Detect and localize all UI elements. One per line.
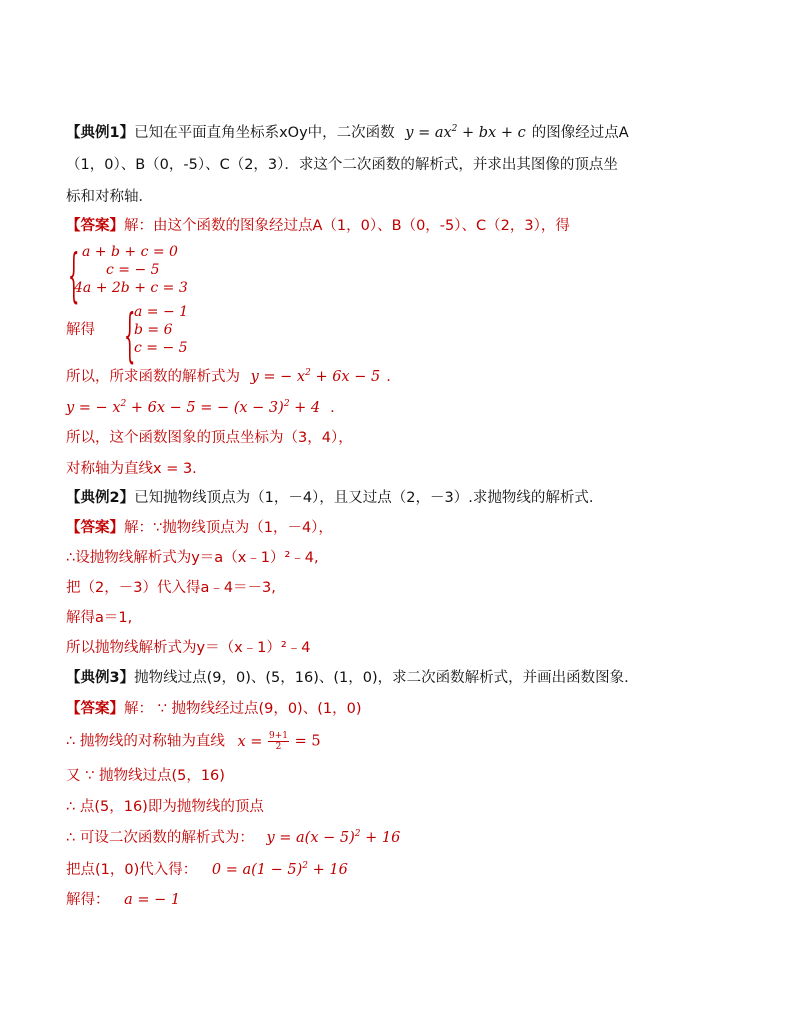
ex2-answer-text: 解：∵抛物线顶点为（1，－4），	[124, 520, 333, 536]
ex3-question-text: 抛物线过点(9，0)、(5，16)、(1，0)，求二次函数解析式，并画出函数图象.	[134, 670, 629, 686]
ex1-result-end: .	[386, 369, 391, 385]
ex1-question-formula: $y = ax^2$ + bx + c	[405, 124, 526, 141]
ex3-answer-line-5	[66, 828, 400, 848]
ex1-answer-tag: 【答案】	[66, 218, 124, 234]
ex2-answer-line-2: ∴设抛物线解析式为y＝a（x﹣1）²﹣4,	[66, 550, 319, 566]
ex1-question-line-1	[66, 123, 629, 143]
ex1-axis-line: 对称轴为直线x = 3.	[66, 461, 197, 477]
ex3-substitute-text: 把点(1，0)代入得：	[66, 862, 198, 878]
ex2-answer-line-1	[66, 518, 333, 538]
ex1-system-brace: {	[68, 244, 80, 312]
ex1-system-eq-3: 4a + 2b + c = 3	[74, 280, 188, 296]
ex3-solve-formula: a = − 1	[124, 892, 181, 908]
ex3-answer-line-6	[66, 860, 348, 880]
ex3-tag: 【典例3】	[66, 670, 135, 686]
ex1-result-formula: y = − $x^2 + 6x - 5$	[250, 368, 381, 385]
ex3-form-formula: $y = a(x - 5)^2 + 16$	[266, 829, 401, 846]
ex2-tag: 【典例2】	[66, 490, 135, 506]
ex3-axis-x: x =	[237, 733, 263, 750]
ex3-form-text: ∴ 可设二次函数的解析式为：	[66, 830, 254, 846]
ex1-system-eq-2: c = − 5	[106, 262, 160, 278]
ex3-answer-line-3: 又 ∵ 抛物线过点(5，16)	[66, 768, 225, 784]
ex1-solution-c: c = − 5	[134, 340, 188, 356]
ex1-solution-brace: {	[124, 304, 136, 372]
ex1-solution-a: a = − 1	[134, 304, 189, 320]
ex1-question-part-a: 已知在平面直角坐标系xOy中，二次函数	[134, 125, 395, 141]
ex2-answer-line-3: 把（2，－3）代入得a﹣4＝－3,	[66, 580, 276, 596]
ex1-expansion-formula: y = − $x^2 + 6x - 5$ = − $(x - 3)^2 + 4$	[66, 399, 321, 416]
ex1-question-part-b: 的图像经过点A	[531, 125, 629, 141]
ex1-vertex-line: 所以，这个函数图象的顶点坐标为（3，4），	[66, 430, 353, 446]
ex2-answer-line-4: 解得a＝1,	[66, 610, 133, 626]
ex3-axis-text: ∴ 抛物线的对称轴为直线	[66, 733, 225, 750]
ex3-solve-text: 解得：	[66, 892, 110, 908]
ex3-fraction-denominator: 2	[275, 742, 282, 752]
ex1-question-line-3: 标和对称轴．	[66, 189, 153, 205]
ex2-question-text: 已知抛物线顶点为（1，－4），且又过点（2，－3）.求抛物线的解析式.	[134, 490, 594, 506]
ex1-result-text: 所以，所求函数的解析式为	[66, 369, 240, 385]
ex1-answer-text: 解：由这个函数的图象经过点A（1，0）、B（0，-5）、C（2，3），得	[124, 218, 570, 234]
ex1-answer-line-1	[66, 216, 570, 236]
ex1-system-eq-1: a + b + c = 0	[82, 244, 178, 260]
ex1-question-line-2: （1，0）、B（0，-5）、C（2，3）．求这个二次函数的解析式，并求出其图像的顶点坐	[66, 157, 618, 173]
ex1-result-line	[66, 367, 391, 387]
ex3-answer-line-7	[66, 890, 180, 910]
ex1-expansion-line	[66, 398, 335, 418]
ex3-question-line	[66, 668, 629, 688]
ex2-question-line	[66, 488, 593, 508]
ex3-axis-result: = 5	[294, 733, 321, 750]
ex3-substitute-formula: $0 = a(1 - 5)^2 + 16$	[211, 861, 348, 878]
ex3-axis-fraction	[268, 731, 289, 752]
ex3-answer-line-4: ∴ 点(5，16)即为抛物线的顶点	[66, 799, 264, 815]
ex3-answer-text: 解： ∵ 抛物线经过点(9，0)、(1，0)	[124, 701, 362, 717]
ex1-tag: 【典例1】	[66, 125, 135, 141]
ex3-answer-line-1	[66, 699, 361, 719]
ex3-fraction-numerator: 9+1	[269, 731, 288, 741]
ex2-answer-line-5: 所以抛物线解析式为y＝（x﹣1）²﹣4	[66, 640, 311, 656]
ex1-expansion-end: .	[330, 400, 335, 416]
ex1-solution-b: b = 6	[134, 322, 173, 338]
ex1-solve-label: 解得	[66, 322, 95, 338]
ex2-answer-tag: 【答案】	[66, 520, 124, 536]
ex3-answer-line-2	[66, 731, 321, 752]
ex3-answer-tag: 【答案】	[66, 701, 124, 717]
